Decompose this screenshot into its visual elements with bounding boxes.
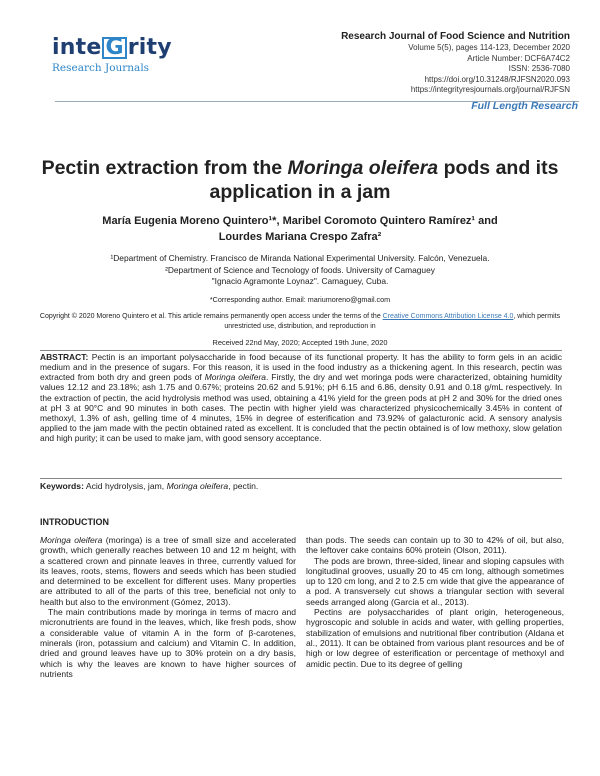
affiliation-3: "Ignacio Agramonte Loynaz". Camaguey, Cuba. (211, 276, 389, 286)
journal-url-link[interactable]: https://integrityresjournals.org/journal/RJFSN (410, 85, 570, 95)
authors-line-2: Lourdes Mariana Crespo Zafra² (218, 231, 382, 243)
corresponding-author: *Corresponding author. Email: mariumoreno@gmail.com (209, 295, 391, 304)
journal-logo (52, 36, 182, 86)
logo-subtitle: Research Journals (52, 62, 150, 74)
abstract-top-rule (40, 350, 562, 351)
right-column (306, 535, 564, 669)
abstract: ABSTRACT: Pectin is an important polysaccharide in food because of its functional property. It has the ability to form gels in an acidic medium and in the presence of sugars. For this reason, it is used in the food industry as a thickening agent. In this research, pectin was extracted from both dry and green pods of Moringa oleifera. Firstly, the dry and wet moringa pods were characterized, obtaining humidity values 12.12 and 23.18%; ash 1.75 and 0.67%; proteins 20.62 and 5.91%; pH 6.15 and 6.86, density 0.91 and 0.18 g/mL respectively. In the extraction of pectin, the acid hydrolysis method was used, obtaining a 41% yield for the green pods at pH 2 and 30% for the dried ones at pH 3 at 90°C and 90 minutes in both cases. The pectin with higher yield was characterized physicochemically 3.45% in content of methoxyl, 1.3% of ash, gelling time of 4 minutes, 15% in degree of esterification and 73.92% of galacturonic acid. A sensory analysis applied to the jam made with the pectin obtained rated as excellent. It is concluded that the pectin obtained is of low methoxy, slow gelation and high purity; it can be used to make jam, with good sensory acceptance. (40, 352, 562, 444)
article-type: Full Length Research (471, 100, 578, 112)
abstract-label: ABSTRACT: (40, 352, 89, 362)
affiliations (30, 253, 570, 288)
affiliation-1: ¹Department of Chemistry. Francisco de Miranda National Experimental University. Falcón, Venezuela. (110, 253, 490, 263)
logo-wordmark: inte G rity (52, 35, 172, 60)
keywords-label: Keywords: (40, 481, 84, 491)
keywords: Keywords: Acid hydrolysis, jam, Moringa oleifera, pectin. (40, 481, 259, 491)
issn: ISSN: 2536-7080 (508, 64, 570, 74)
journal-meta (270, 30, 570, 96)
received-dates: Received 22nd May, 2020; Accepted 19th June, 2020 (212, 338, 388, 347)
journal-volume: Volume 5(5), pages 114-123, December 2020 (408, 43, 570, 52)
paragraph: than pods. The seeds can contain up to 30 to 42% of oil, but also, the leftover cake contains 60% protein (Olson, 2011). (306, 535, 564, 556)
logo-boxed-letter: G (102, 37, 126, 59)
left-column (40, 535, 296, 679)
section-heading: INTRODUCTION (40, 517, 109, 527)
journal-name: Research Journal of Food Science and Nutrition (341, 31, 570, 42)
paper-title: Pectin extraction from the Moringa oleifera pods and its application in a jam (41, 157, 559, 203)
license-link[interactable]: Creative Commons Attribution License 4.0 (382, 313, 514, 320)
doi-link[interactable]: https://doi.org/10.31248/RJFSN2020.093 (424, 74, 570, 84)
paragraph: Pectins are polysaccharides of plant origin, heterogeneous, hygroscopic and soluble in acids and water, with gelling properties, stabilization of emulsions and nutritional fiber contribution (Aldana et al., 2011). It can be obtained from various plant resources and be of high or low degree of esterification or percentage of methoxyl and amidic pectin. Due to its degree of gelling (306, 607, 564, 669)
paragraph: Moringa oleifera (moringa) is a tree of small size and accelerated growth, which generally reaches between 10 and 12 m height, with a scattered crown and pinnate leaves in three, currently valued for its leaves, roots, stems, flowers and seeds which has been studied and determined to be excellent for different uses. Many properties are attributed to all of the parts of this tree, beneficial not only to health but also to the environment (Gómez, 2013). (40, 535, 296, 607)
paragraph: The main contributions made by moringa in terms of macro and micronutrients are found in the leaves, which, like fresh pods, show a considerable value of vitamin A in the form of β-carotenes, minerals (iron, potassium and calcium) and Vitamin C. In addition, dried and ground leaves have up to 30% protein on a dry basis, which is why the leaves are known to have higher sources of nutrients (40, 607, 296, 679)
authors-line-1: María Eugenia Moreno Quintero¹*, Maribel Coromoto Quintero Ramírez¹ and (102, 215, 498, 227)
abstract-bottom-rule (40, 478, 562, 479)
authors (30, 213, 570, 245)
copyright-notice: Copyright © 2020 Moreno Quintero et al. This article remains permanently open access under the terms of the Creative Commons Attribution License 4.0, which permits unrestricted use, distribution, and reproduction in (39, 313, 561, 330)
paragraph: The pods are brown, three-sided, linear and sloping capsules with longitudinal grooves, usually 20 to 45 cm long, although sometimes up to 120 cm long, and 2 to 2.5 cm wide that give the appearance of a pod. A transversely cut shows a triangular section with several seeds arranged along (Garcia et al., 2013). (306, 555, 564, 607)
affiliation-2: ²Department of Science and Tecnology of foods. University of Camaguey (165, 264, 435, 275)
article-number: Article Number: DCF6A74C2 (467, 53, 570, 63)
